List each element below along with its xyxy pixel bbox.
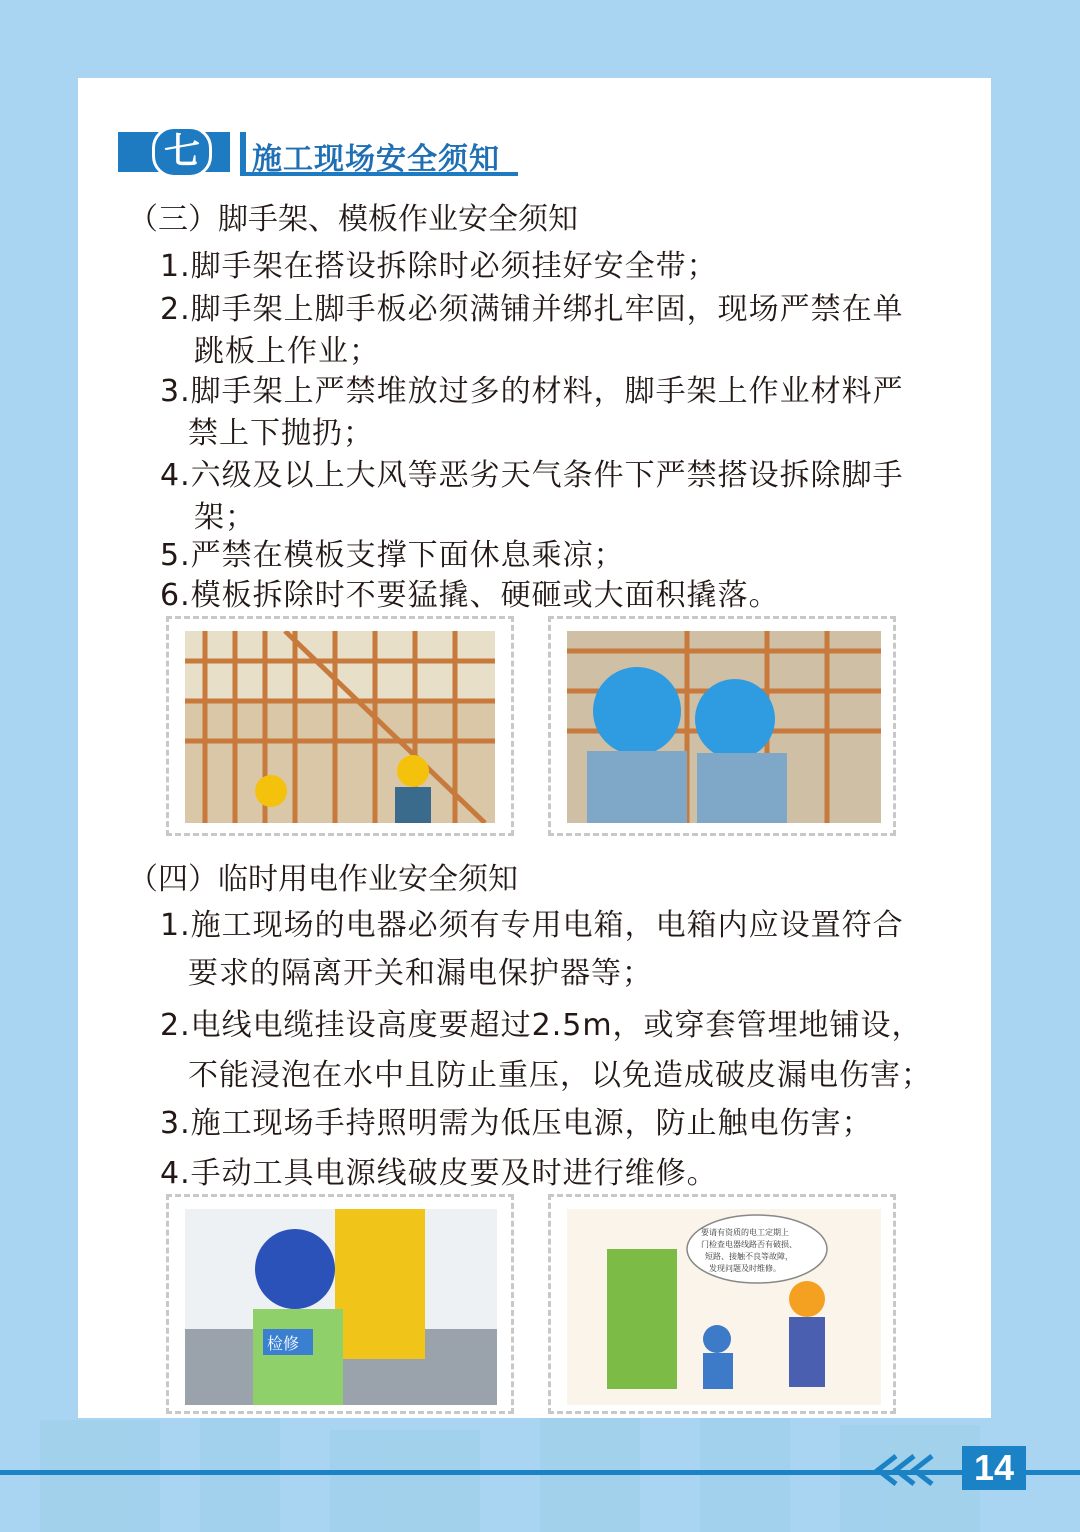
inspection-scene: [567, 631, 881, 823]
electrician-box-photo: [166, 1194, 514, 1414]
scaffold-workers-photo: [166, 616, 514, 836]
scaffold-line-3-cont: 禁上下抛扔；: [188, 416, 374, 451]
electrician-scene: [185, 1209, 497, 1405]
speech-bubble-line-2: 门检查电器线路否有破损、: [701, 1240, 797, 1249]
section-number: 七: [152, 126, 212, 178]
electric-heading: （四）临时用电作业安全须知: [128, 862, 518, 897]
scaffold-line-3: 3.脚手架上严禁堆放过多的材料，脚手架上作业材料严: [160, 374, 904, 409]
scaffold-line-1: 1.脚手架在搭设拆除时必须挂好安全带；: [160, 249, 718, 284]
scaffold-line-6: 6.模板拆除时不要猛撬、硬砸或大面积撬落。: [160, 578, 780, 613]
scaffold-line-5: 5.严禁在模板支撑下面休息乘凉；: [160, 538, 625, 573]
electric-line-1-cont: 要求的隔离开关和漏电保护器等；: [188, 956, 653, 991]
scaffold-line-4-cont: 架；: [194, 500, 256, 535]
inspection-workers-photo: [548, 616, 896, 836]
electric-line-1: 1.施工现场的电器必须有专用电箱，电箱内应设置符合: [160, 908, 904, 943]
speech-bubble-line-4: 发现问题及时维修。: [709, 1264, 781, 1273]
vest-label: 检修: [267, 1334, 300, 1353]
electric-line-4: 4.手动工具电源线破皮要及时进行维修。: [160, 1156, 718, 1191]
electric-line-3: 3.施工现场手持照明需为低压电源，防止触电伤害；: [160, 1106, 873, 1141]
electric-line-2-cont: 不能浸泡在水中且防止重压，以免造成破皮漏电伤害；: [188, 1058, 932, 1093]
scaffold-line-2: 2.脚手架上脚手板必须满铺并绑扎牢固，现场严禁在单: [160, 292, 904, 327]
electric-line-2: 2.电线电缆挂设高度要超过2.5m，或穿套管埋地铺设，: [160, 1008, 923, 1043]
scaffold-line-4: 4.六级及以上大风等恶劣天气条件下严禁搭设拆除脚手: [160, 458, 904, 493]
speech-bubble-line-3: 短路、接触不良等故障，: [705, 1252, 793, 1261]
scaffold-line-2-cont: 跳板上作业；: [194, 334, 380, 369]
page-number: 14: [962, 1446, 1026, 1490]
section-title: 施工现场安全须知: [252, 142, 500, 177]
repair-scene: [567, 1209, 881, 1405]
scaffold-heading: （三）脚手架、模板作业安全须知: [128, 202, 578, 237]
chevrons-left-icon: [870, 1452, 954, 1488]
scaffold-scene: [185, 631, 495, 823]
speech-bubble-line-1: 要请有资质的电工定期上: [701, 1228, 789, 1237]
repair-scene-photo: [548, 1194, 896, 1414]
